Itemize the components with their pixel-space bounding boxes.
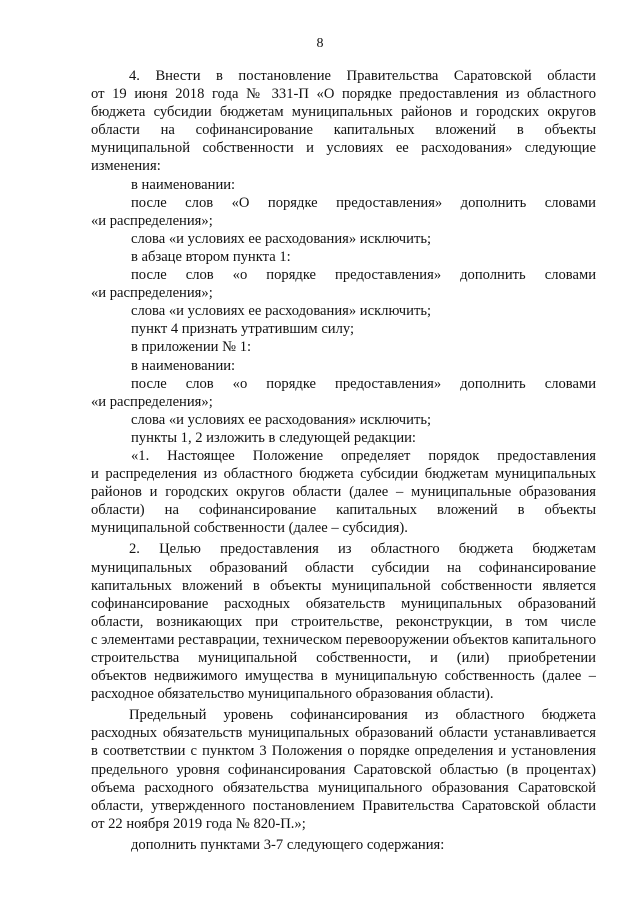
- text-line: области) на софинансирование капитальных вложений в объекты: [91, 502, 596, 519]
- text-line: пункты 1, 2 изложить в следующей редакции:: [131, 429, 416, 446]
- text-line: Предельный уровень софинансирования из областного бюджета: [129, 707, 596, 724]
- text-line: расходное обязательство муниципального образования области).: [91, 686, 494, 703]
- text-line: предельного уровня софинансирования Саратовской областью (в процентах): [91, 761, 596, 778]
- text-line: в соответствии с пунктом 3 Положения о порядке определения и установления: [91, 743, 596, 760]
- text-line: «1. Настоящее Положение определяет порядок предоставления: [131, 447, 596, 464]
- text-line: слова «и условиях ее расходования» исключить;: [131, 411, 432, 428]
- text-line: от 22 ноября 2019 года № 820-П.»;: [91, 815, 306, 832]
- text-line: с элементами реставрации, техническом перевооружении объектов капитального: [91, 631, 596, 648]
- text-line: муниципальных образований области субсидии на софинансирование: [91, 559, 596, 576]
- text-line: «и распределения»;: [91, 285, 213, 302]
- text-line: муниципальной собственности (далее – субсидия).: [91, 520, 408, 537]
- text-line: и распределения из областного бюджета субсидии бюджетам муниципальных: [91, 466, 596, 483]
- text-line: области, возникающих при строительстве, реконструкции, в том числе: [91, 613, 596, 630]
- text-line: после слов «О порядке предоставления» дополнить словами: [131, 194, 596, 211]
- text-line: слова «и условиях ее расходования» исключить;: [131, 303, 432, 320]
- text-line: в абзаце втором пункта 1:: [131, 248, 291, 265]
- text-line: расходных обязательств муниципальных образований области устанавливается: [91, 725, 596, 742]
- text-line: области на софинансирование капитальных вложений в объекты: [91, 122, 596, 139]
- text-line: от 19 июня 2018 года № 331-П «О порядке предоставления из областного: [91, 86, 596, 103]
- text-line: «и распределения»;: [91, 212, 213, 229]
- text-line: в наименовании:: [131, 176, 236, 193]
- text-line: 2. Целью предоставления из областного бюджета бюджетам: [129, 541, 596, 558]
- text-line: 4. Внести в постановление Правительства Саратовской области: [129, 68, 596, 84]
- text-line: области, утвержденного постановлением Правительства Саратовской области: [91, 797, 596, 814]
- text-line: слова «и условиях ее расходования» исключить;: [131, 230, 432, 247]
- text-line: в наименовании:: [131, 357, 236, 374]
- text-line: муниципальной собственности и условиях ее расходования» следующие: [91, 140, 596, 157]
- text-line: после слов «о порядке предоставления» дополнить словами: [131, 267, 596, 284]
- text-line: дополнить пунктами 3-7 следующего содержания:: [131, 836, 445, 853]
- document-body: [91, 67, 596, 854]
- text-line: районов и городских округов области (далее – муниципальные образования: [91, 484, 596, 501]
- text-line: капитальных вложений в объекты муниципальной собственности является: [91, 577, 596, 594]
- text-line: строительства муниципальной собственности, и (или) приобретении: [91, 650, 596, 666]
- text-line: бюджета субсидии бюджетам муниципальных районов и городских округов: [91, 104, 596, 121]
- text-line: после слов «о порядке предоставления» дополнить словами: [131, 375, 596, 392]
- text-line: изменения:: [91, 158, 161, 175]
- text-line: объема расходного обязательства муниципального образования Саратовской: [91, 779, 596, 796]
- text-line: объектов недвижимого имущества в муниципальную собственность (далее –: [91, 668, 596, 685]
- text-line: «и распределения»;: [91, 393, 213, 410]
- text-line: в приложении № 1:: [131, 339, 252, 356]
- text-line: пункт 4 признать утратившим силу;: [131, 321, 355, 338]
- page-number: 8: [316, 36, 324, 51]
- text-line: софинансирование расходных обязательств муниципальных образований: [91, 595, 596, 612]
